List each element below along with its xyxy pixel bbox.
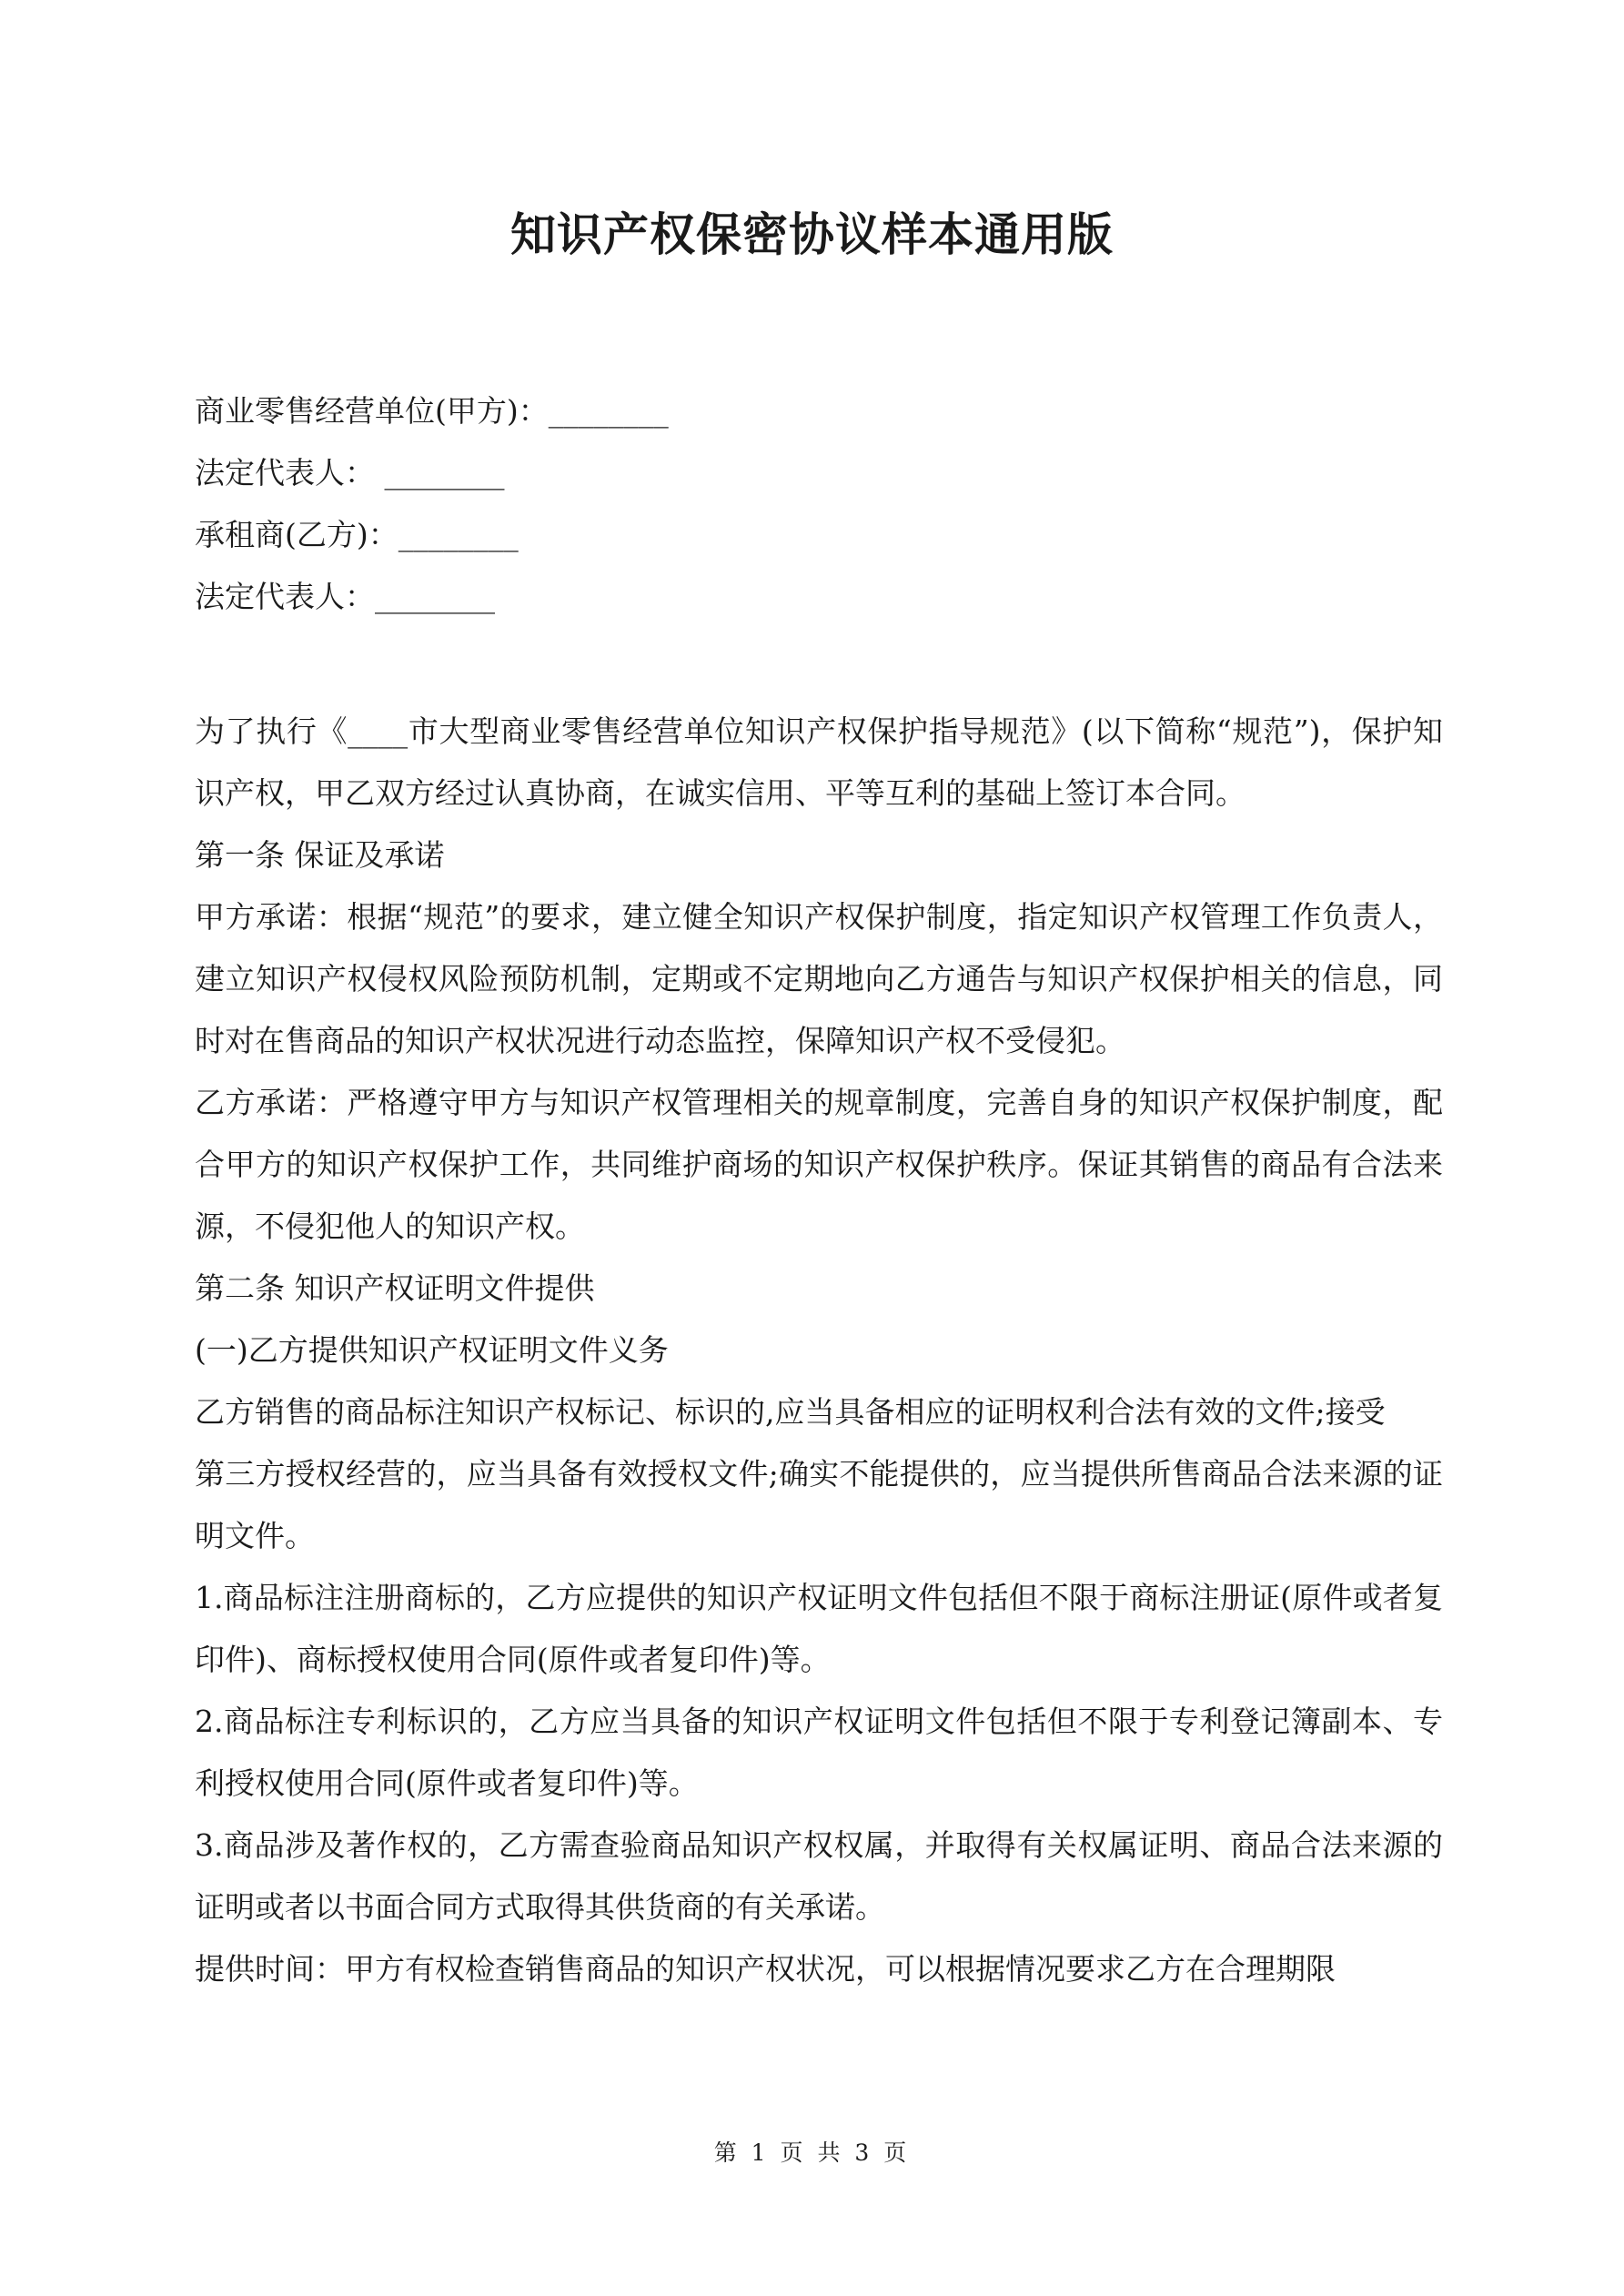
party-line-tenant: 承租商(乙方)：________ (195, 517, 519, 552)
page-number-footer: 第 1 页 共 3 页 (713, 2139, 911, 2166)
preamble-paragraph: 为了执行《____市大型商业零售经营单位知识产权保护指导规范》(以下简称“规范”)，保护知识产权，甲乙双方经过认真协商，在诚实信用、平等互利的基础上签订本合同。 (195, 713, 1443, 811)
authorization-paragraph: 第三方授权经营的，应当具备有效授权文件;确实不能提供的，应当提供所售商品合法来源的证明文件。 (195, 1456, 1443, 1553)
provision-time-paragraph: 提供时间：甲方有权检查销售商品的知识产权状况，可以根据情况要求乙方在合理期限 (195, 1951, 1336, 1987)
party-line-retailer: 商业零售经营单位(甲方)：________ (195, 393, 669, 429)
article-1-heading: 第一条 保证及承诺 (195, 837, 445, 873)
copyright-item: 3.商品涉及著作权的，乙方需查验商品知识产权权属，并取得有关权属证明、商品合法来源的证明或者以书面合同方式取得其供货商的有关承诺。 (195, 1827, 1443, 1925)
party-b-commitment: 乙方承诺：严格遵守甲方与知识产权管理相关的规章制度，完善自身的知识产权保护制度，配合甲方的知识产权保护工作，共同维护商场的知识产权保护秩序。保证其销售的商品有合法来源，不侵犯他人的知识产权。 (195, 1085, 1443, 1244)
party-line-retailer-representative: 法定代表人： ________ (195, 455, 505, 491)
parties-block (195, 380, 1450, 628)
party-line-tenant-representative: 法定代表人：________ (195, 579, 495, 614)
document-body (195, 701, 1443, 2000)
party-a-commitment: 甲方承诺：根据“规范”的要求，建立健全知识产权保护制度，指定知识产权管理工作负责人，建立知识产权侵权风险预防机制，定期或不定期地向乙方通告与知识产权保护相关的信息，同时对在售商品的知识产权状况进行动态监控，保障知识产权不受侵犯。 (195, 899, 1443, 1058)
document-title: 知识产权保密协议样本通用版 (510, 207, 1114, 261)
article-2-heading: 第二条 知识产权证明文件提供 (195, 1270, 595, 1306)
patent-item: 2.商品标注专利标识的，乙方应当具备的知识产权证明文件包括但不限于专利登记簿副本、专利授权使用合同(原件或者复印件)等。 (195, 1704, 1443, 1801)
obligation-paragraph: 乙方销售的商品标注知识产权标记、标识的,应当具备相应的证明权利合法有效的文件;接受 (195, 1394, 1386, 1430)
trademark-item: 1.商品标注注册商标的，乙方应提供的知识产权证明文件包括但不限于商标注册证(原件或者复印件)、商标授权使用合同(原件或者复印件)等。 (195, 1580, 1443, 1677)
section-1-heading: (一)乙方提供知识产权证明文件义务 (195, 1332, 669, 1368)
